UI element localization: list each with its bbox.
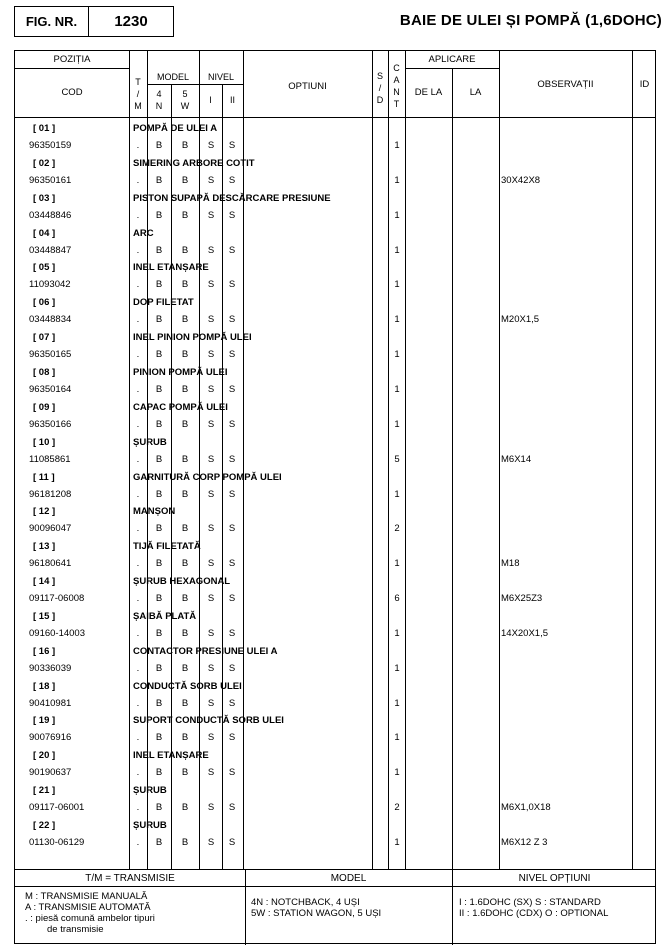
part-name: INEL ETANȘARE [133,750,209,762]
figure-label: FIG. NR. [15,7,89,36]
part-quantity: 1 [394,209,400,221]
part-level-1: S [207,697,215,709]
header-cant-t: T [393,99,400,109]
part-model-4n: B [155,837,163,848]
part-code: 96180641 [29,558,72,570]
part-code: 96181208 [29,488,72,500]
header-observatii: OBSERVAȚII [537,79,594,90]
header-bottom-divider [15,117,655,118]
part-name: ȘURUB [133,785,167,797]
part-transmission: . [136,627,140,639]
part-level-1: S [207,627,215,639]
header-optiuni: OPTIUNI [288,81,327,92]
part-code: 01130-06129 [29,837,85,848]
part-level-2: S [228,593,236,605]
part-code: 90096047 [29,523,72,535]
part-position: [ 05 ] [33,262,56,274]
part-observations: M20X1,5 [501,314,540,326]
part-name: ȘAIBĂ PLATĂ [133,610,197,622]
part-model-5w: B [181,209,189,221]
parts-table [14,50,656,944]
part-position: [ 07 ] [33,332,56,344]
header-nivel-1: I [209,95,212,105]
part-code: 09117-06001 [29,802,85,814]
part-quantity: 1 [394,349,400,361]
part-code: 96350159 [29,140,72,151]
part-level-2: S [228,627,236,639]
footer-tm-title: T/M = TRANSMISIE [85,873,175,884]
part-position: [ 19 ] [33,715,56,727]
part-level-2: S [228,314,236,326]
part-code: 03448847 [29,244,72,256]
part-code: 90336039 [29,662,72,674]
part-transmission: . [136,488,140,500]
part-quantity: 2 [394,523,400,535]
part-name: MANȘON [133,506,176,518]
footer-nivel-title: NIVEL OPȚIUNI [518,873,591,884]
col-divider-tm [147,51,148,869]
col-divider-la [499,51,500,869]
part-observations: 30X42X8 [501,174,541,186]
part-level-2: S [228,523,236,535]
footer-model-title: MODEL [330,873,367,884]
part-name: SUPORT CONDUCTĂ SORB ULEI [133,715,284,727]
part-observations: M6X14 [501,453,532,465]
part-model-5w: B [181,662,189,674]
part-level-2: S [228,732,236,744]
part-transmission: . [136,279,140,291]
part-level-1: S [207,767,215,779]
part-quantity: 1 [394,488,400,500]
header-model-4: 4 [156,89,162,99]
header-d: D [376,95,384,105]
header-id: ID [639,79,650,90]
part-code: 03448846 [29,209,72,221]
part-name: CONDUCTĂ SORB ULEI [133,680,242,692]
part-transmission: . [136,593,140,605]
part-level-2: S [228,697,236,709]
part-model-5w: B [181,418,189,430]
footer-nivel-line-1: I : 1.6DOHC (SX) S : STANDARD [459,897,601,908]
part-level-2: S [228,802,236,814]
header-sd-slash: / [378,83,382,93]
part-model-4n: B [155,349,163,361]
part-model-4n: B [155,558,163,570]
part-transmission: . [136,767,140,779]
part-model-5w: B [181,558,189,570]
part-level-1: S [207,244,215,256]
part-model-5w: B [181,732,189,744]
footer-tm-line-1: M : TRANSMISIE MANUALĂ [25,891,148,902]
part-quantity: 1 [394,837,400,848]
col-divider-cod [129,51,130,869]
part-level-1: S [207,174,215,186]
footer-model-line-1: 4N : NOTCHBACK, 4 UȘI [251,897,360,908]
part-quantity: 1 [394,383,400,395]
part-level-1: S [207,314,215,326]
part-name: PISTON SUPAPĂ DESCĂRCARE PRESIUNE [133,192,331,204]
part-model-4n: B [155,453,163,465]
part-name: SIMERING ARBORE COTIT [133,157,255,169]
part-quantity: 1 [394,279,400,291]
part-model-4n: B [155,174,163,186]
part-level-1: S [207,279,215,291]
part-level-1: S [207,383,215,395]
part-model-5w: B [181,383,189,395]
part-quantity: 1 [394,558,400,570]
part-name: ȘURUB [133,820,167,831]
part-position: [ 16 ] [33,645,56,657]
part-code: 96350166 [29,418,72,430]
part-transmission: . [136,383,140,395]
part-code: 09117-06008 [29,593,85,605]
part-level-2: S [228,837,236,848]
part-code: 90190637 [29,767,72,779]
part-level-2: S [228,662,236,674]
header-pozitia: POZIȚIA [53,54,91,65]
part-quantity: 1 [394,418,400,430]
part-level-2: S [228,418,236,430]
part-model-4n: B [155,244,163,256]
part-model-5w: B [181,488,189,500]
part-quantity: 6 [394,593,400,605]
part-name: ȘURUB [133,436,167,448]
part-level-1: S [207,209,215,221]
part-level-2: S [228,349,236,361]
part-quantity: 1 [394,732,400,744]
part-name: TIJĂ FILETATĂ [133,541,201,553]
header-tm-slash: / [136,89,140,99]
col-divider-id [632,51,633,869]
part-observations: M6X1,0X18 [501,802,551,814]
part-position: [ 03 ] [33,192,56,204]
part-model-5w: B [181,837,189,848]
part-position: [ 13 ] [33,541,56,553]
part-quantity: 1 [394,697,400,709]
part-model-5w: B [181,244,189,256]
page-title: BAIE DE ULEI ȘI POMPĂ (1,6DOHC) [399,12,662,29]
part-observations: M6X12 Z 3 [501,837,548,848]
part-model-5w: B [181,279,189,291]
part-model-4n: B [155,140,163,151]
part-model-5w: B [181,453,189,465]
header-top-divider [15,68,129,69]
part-name: CAPAC POMPĂ ULEI [133,401,228,413]
part-observations: 14X20X1,5 [501,627,549,639]
col-divider-model [199,51,200,869]
header-m: M [134,101,142,111]
part-name: GARNITURĂ CORP POMPĂ ULEI [133,471,282,483]
footer-tm-line-2: A : TRANSMISIE AUTOMATĂ [25,902,151,913]
footer-nivel-line-2: II : 1.6DOHC (CDX) O : OPTIONAL [459,908,609,919]
header-aplicare: APLICARE [428,54,476,65]
part-position: [ 01 ] [33,123,56,134]
part-level-1: S [207,802,215,814]
part-level-2: S [228,558,236,570]
part-level-1: S [207,732,215,744]
figure-number-box [14,6,174,37]
part-quantity: 1 [394,662,400,674]
part-transmission: . [136,314,140,326]
footer-tm-line-4: de transmisie [47,924,104,935]
part-model-4n: B [155,279,163,291]
part-model-4n: B [155,697,163,709]
header-nivel-2: II [229,95,235,105]
part-level-1: S [207,662,215,674]
part-quantity: 1 [394,140,400,151]
part-position: [ 18 ] [33,680,56,692]
part-level-1: S [207,488,215,500]
part-model-4n: B [155,314,163,326]
part-model-4n: B [155,488,163,500]
part-level-2: S [228,453,236,465]
part-model-4n: B [155,662,163,674]
part-model-4n: B [155,802,163,814]
part-quantity: 1 [394,174,400,186]
part-code: 90410981 [29,697,72,709]
part-position: [ 21 ] [33,785,56,797]
part-level-1: S [207,523,215,535]
part-level-1: S [207,837,215,848]
part-level-2: S [228,767,236,779]
part-position: [ 02 ] [33,157,56,169]
header-model: MODEL [156,72,189,82]
part-quantity: 1 [394,244,400,256]
footer-model-line-2: 5W : STATION WAGON, 5 UȘI [251,908,382,919]
part-transmission: . [136,802,140,814]
part-level-1: S [207,349,215,361]
part-position: [ 08 ] [33,366,56,378]
part-level-1: S [207,558,215,570]
part-transmission: . [136,523,140,535]
part-model-5w: B [181,349,189,361]
part-code: 90076916 [29,732,72,744]
part-position: [ 12 ] [33,506,56,518]
part-position: [ 20 ] [33,750,56,762]
part-level-2: S [228,244,236,256]
part-model-5w: B [181,140,189,151]
col-divider-sd [372,51,373,869]
col-divider-cant-right [405,51,406,869]
part-position: [ 15 ] [33,610,56,622]
part-level-1: S [207,140,215,151]
col-divider-cant-left [388,51,389,869]
part-quantity: 5 [394,453,400,465]
header-model-5: 5 [182,89,188,99]
part-position: [ 04 ] [33,227,56,239]
part-code: 96350161 [29,174,72,186]
footer-tm-line-3: . : piesă comună ambelor tipuri [25,913,155,924]
part-name: ARC [133,227,154,239]
footer-title-divider [15,886,655,887]
part-name: INEL ETANȘARE [133,262,209,274]
part-transmission: . [136,697,140,709]
part-name: CONTACTOR PRESIUNE ULEI A [133,645,278,657]
part-model-4n: B [155,209,163,221]
part-level-1: S [207,593,215,605]
part-name: POMPĂ DE ULEI A [133,123,218,134]
part-transmission: . [136,140,140,151]
part-level-2: S [228,383,236,395]
part-model-4n: B [155,767,163,779]
part-level-1: S [207,418,215,430]
part-quantity: 1 [394,627,400,639]
header-cod: COD [61,87,83,98]
part-position: [ 06 ] [33,297,56,309]
part-transmission: . [136,349,140,361]
part-model-4n: B [155,418,163,430]
header-s: S [376,71,383,81]
part-model-4n: B [155,732,163,744]
header-la: LA [469,87,482,98]
part-model-5w: B [181,593,189,605]
part-transmission: . [136,244,140,256]
part-code: 96350165 [29,349,72,361]
part-level-2: S [228,140,236,151]
col-divider-dela [452,68,453,869]
part-name: INEL PINION POMPĂ ULEI [133,332,252,344]
part-transmission: . [136,662,140,674]
part-code: 03448834 [29,314,72,326]
part-quantity: 2 [394,802,400,814]
part-level-2: S [228,209,236,221]
figure-number: 1230 [114,13,148,30]
footer-divider [15,869,655,870]
part-quantity: 1 [394,767,400,779]
part-model-4n: B [155,593,163,605]
header-t: T [135,77,141,87]
part-transmission: . [136,732,140,744]
part-code: 11085861 [29,453,71,465]
header-cant-n: N [393,87,400,97]
part-code: 11093042 [29,279,71,291]
part-model-5w: B [181,314,189,326]
part-transmission: . [136,418,140,430]
col-divider-optiuni [243,51,244,869]
part-name: PINION POMPĂ ULEI [133,366,228,378]
part-level-2: S [228,279,236,291]
part-model-4n: B [155,383,163,395]
part-transmission: . [136,558,140,570]
part-position: [ 22 ] [33,820,56,831]
part-position: [ 14 ] [33,576,56,588]
part-level-1: S [207,453,215,465]
part-transmission: . [136,209,140,221]
header-cant-a: A [393,75,400,85]
part-observations: M18 [501,558,520,570]
part-model-5w: B [181,523,189,535]
part-model-5w: B [181,697,189,709]
part-model-5w: B [181,174,189,186]
header-model-w: W [180,101,190,111]
part-position: [ 11 ] [33,471,55,483]
model-nivel-divider [147,84,243,85]
part-transmission: . [136,837,140,848]
part-level-2: S [228,488,236,500]
part-transmission: . [136,453,140,465]
part-name: DOP FILETAT [133,297,194,309]
part-name: ȘURUB HEXAGONAL [133,576,231,588]
part-model-4n: B [155,523,163,535]
header-model-n: N [155,101,163,111]
header-de-la: DE LA [414,87,443,98]
header-nivel: NIVEL [207,72,234,82]
part-transmission: . [136,174,140,186]
part-quantity: 1 [394,314,400,326]
part-model-4n: B [155,627,163,639]
part-model-5w: B [181,802,189,814]
part-model-5w: B [181,627,189,639]
part-code: 96350164 [29,383,72,395]
part-level-2: S [228,174,236,186]
header-cant-c: C [393,63,400,73]
part-code: 09160-14003 [29,627,85,639]
part-position: [ 09 ] [33,401,56,413]
part-observations: M6X25Z3 [501,593,543,605]
part-position: [ 10 ] [33,436,56,448]
part-model-5w: B [181,767,189,779]
